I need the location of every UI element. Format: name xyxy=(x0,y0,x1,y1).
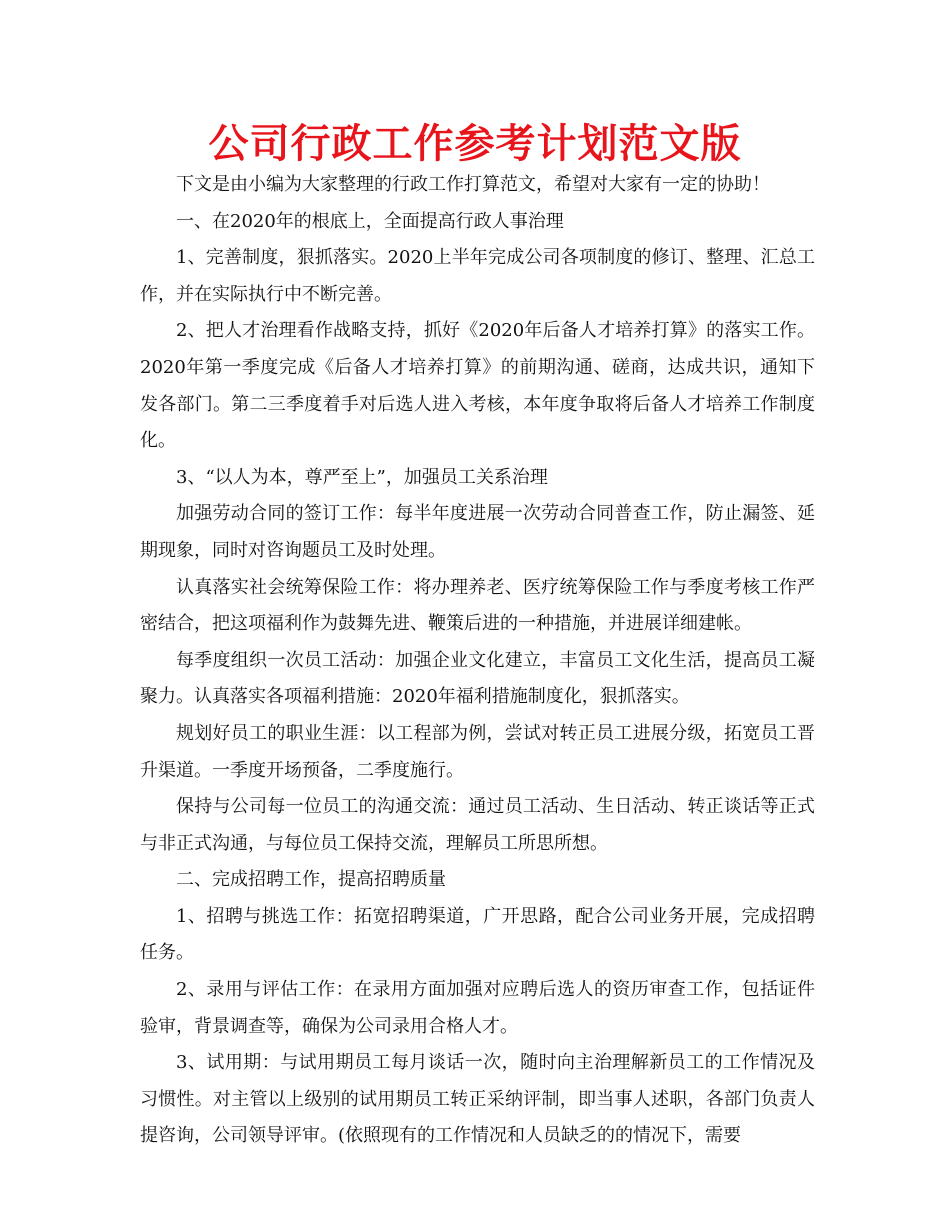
paragraph-employee-activity: 每季度组织一次员工活动：加强企业文化建立，丰富员工文化生活，提高员工凝聚力。认真落实各项福利措施：2020年福利措施制度化，狠抓落实。 xyxy=(140,649,815,708)
paragraph-item-1: 1、完善制度，狠抓落实。2020上半年完成公司各项制度的修订、整理、汇总工作，并在实际执行中不断完善。 xyxy=(140,247,815,305)
paragraph-intro: 下文是由小编为大家整理的行政工作打算范文，希望对大家有一定的协助！ xyxy=(176,174,770,195)
paragraph-item-3: 3、“以人为本，尊严至上”，加强员工关系治理 xyxy=(176,466,548,488)
heading-section-1: 一、在2020年的根底上，全面提高行政人事治理 xyxy=(176,210,564,232)
heading-section-2: 二、完成招聘工作，提高招聘质量 xyxy=(176,869,446,891)
paragraph-social-insurance: 认真落实社会统筹保险工作：将办理养老、医疗统筹保险工作与季度考核工作严密结合，把这项福利作为鼓舞先进、鞭策后进的一种措施，并进展详细建帐。 xyxy=(140,576,815,635)
paragraph-career-plan: 规划好员工的职业生涯：以工程部为例，尝试对转正员工进展分级，拓宽员工晋升渠道。一季度开场预备，二季度施行。 xyxy=(140,722,815,781)
paragraph-recruiting: 1、招聘与挑选工作：拓宽招聘渠道，广开思路，配合公司业务开展，完成招聘任务。 xyxy=(140,905,815,964)
paragraph-labor-contract: 加强劳动合同的签订工作：每半年度进展一次劳动合同普查工作，防止漏签、延期现象，同时对咨询题员工及时处理。 xyxy=(140,503,815,561)
paragraph-probation: 3、试用期：与试用期员工每月谈话一次，随时向主治理解新员工的工作情况及习惯性。对主管以上级别的试用期员工转正采纳评制，即当事人述职，各部门负责人提咨询，公司领导评审。(依照现有的工作情况和人员缺乏的的情况下，需要 xyxy=(140,1052,815,1147)
paragraph-communication: 保持与公司每一位员工的沟通交流：通过员工活动、生日活动、转正谈话等正式与非正式沟通，与每位员工保持交流，理解员工所思所想。 xyxy=(140,796,815,854)
paragraph-hiring: 2、录用与评估工作：在录用方面加强对应聘后选人的资历审查工作，包括证件验审，背景调查等，确保为公司录用合格人才。 xyxy=(140,979,815,1037)
paragraph-item-2: 2、把人才治理看作战略支持，抓好《2020年后备人才培养打算》的落实工作。2020年第一季度完成《后备人才培养打算》的前期沟通、磋商，达成共识，通知下发各部门。第二三季度着手对后选人进入考核，本年度争取将后备人才培养工作制度化。 xyxy=(140,320,815,452)
document-body xyxy=(140,167,815,1155)
document-title: 公司行政工作参考计划范文版 xyxy=(208,121,742,167)
